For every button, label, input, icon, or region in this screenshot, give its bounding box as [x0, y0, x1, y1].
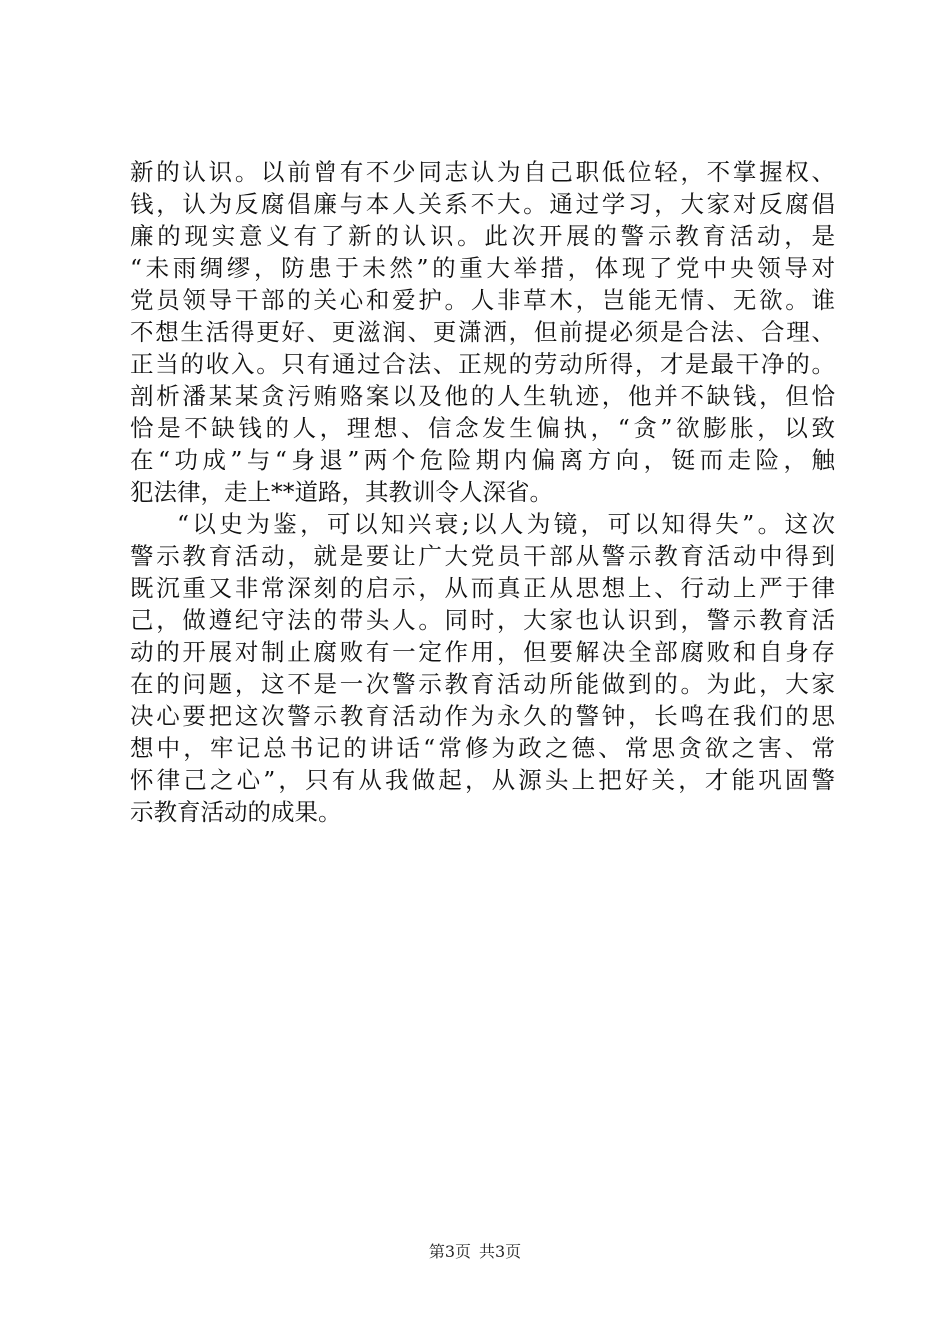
text-line: 在“功成”与“身退”两个危险期内偏离方向，铤而走险，触 — [130, 446, 835, 474]
text-line: 廉的现实意义有了新的认识。此次开展的警示教育活动，是 — [130, 222, 835, 250]
text-line: 钱，认为反腐倡廉与本人关系不大。通过学习，大家对反腐倡 — [130, 190, 835, 218]
text-line: 剖析潘某某贪污贿赂案以及他的人生轨迹，他并不缺钱，但恰 — [130, 382, 835, 410]
text-line: 在的问题，这不是一次警示教育活动所能做到的。为此，大家 — [130, 670, 835, 698]
text-line: 党员领导干部的关心和爱护。人非草木，岂能无情、无欲。谁 — [130, 286, 835, 314]
text-line: “以史为鉴，可以知兴衰;以人为镜，可以知得失”。这次 — [177, 510, 835, 538]
text-line: 决心要把这次警示教育活动作为永久的警钟，长鸣在我们的思 — [130, 702, 835, 730]
paragraph-2 — [130, 508, 835, 828]
text-line: 犯法律，走上**道路，其教训令人深省。 — [130, 478, 553, 506]
text-line: 警示教育活动，就是要让广大党员干部从警示教育活动中得到 — [130, 542, 835, 570]
text-line: 正当的收入。只有通过合法、正规的劳动所得，才是最干净的。 — [130, 350, 835, 378]
text-line: “未雨绸缪，防患于未然”的重大举措，体现了党中央领导对 — [130, 254, 835, 282]
text-line: 怀律己之心”，只有从我做起，从源头上把好关，才能巩固警 — [130, 766, 835, 794]
text-line: 动的开展对制止腐败有一定作用，但要解决全部腐败和自身存 — [130, 638, 835, 666]
page-total: 共3页 — [479, 1242, 522, 1261]
page-number: 第3页 — [428, 1242, 471, 1261]
paragraph-1 — [130, 156, 835, 508]
text-line: 新的认识。以前曾有不少同志认为自己职低位轻，不掌握权、 — [130, 158, 835, 186]
text-line: 想中，牢记总书记的讲话“常修为政之德、常思贪欲之害、常 — [130, 734, 835, 762]
document-body — [130, 156, 835, 828]
text-line: 示教育活动的成果。 — [130, 798, 342, 826]
text-line: 恰是不缺钱的人，理想、信念发生偏执，“贪”欲膨胀，以致 — [130, 414, 835, 442]
text-line: 己，做遵纪守法的带头人。同时，大家也认识到，警示教育活 — [130, 606, 835, 634]
text-line: 不想生活得更好、更滋润、更潇洒，但前提必须是合法、合理、 — [130, 318, 835, 346]
text-line: 既沉重又非常深刻的启示，从而真正从思想上、行动上严于律 — [130, 574, 835, 602]
page-footer — [0, 1242, 950, 1262]
